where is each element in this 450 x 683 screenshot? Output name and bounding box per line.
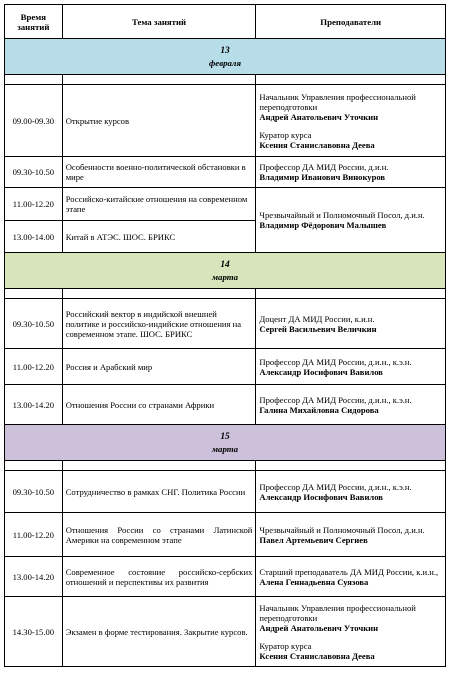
day-month: марта bbox=[212, 443, 238, 454]
table-row bbox=[5, 349, 446, 385]
curator-position: Куратор курса bbox=[259, 129, 312, 140]
teacher-name: Владимир Фёдорович Малышев bbox=[259, 220, 387, 230]
teacher-cell bbox=[256, 385, 446, 425]
teacher-name: Владимир Иванович Винокуров bbox=[259, 172, 386, 182]
teacher-name: Андрей Анатольевич Уточкин bbox=[259, 622, 379, 633]
day-date: 14 bbox=[220, 259, 230, 270]
teachers-column-header: Преподаватели bbox=[256, 5, 446, 39]
table-row bbox=[5, 188, 446, 221]
time-cell: 11.00-12.20 bbox=[5, 349, 63, 385]
teacher-position: Начальник Управления профессиональной переподготовки bbox=[259, 602, 416, 623]
time-cell: 09.30-10.50 bbox=[5, 157, 63, 188]
teacher-position: Чрезвычайный и Полномочный Посол, д.и.н. bbox=[259, 524, 425, 535]
time-cell: 09.30-10.50 bbox=[5, 471, 63, 513]
teacher-cell bbox=[256, 471, 446, 513]
teacher-name: Павел Артемьевич Сергиев bbox=[259, 534, 368, 545]
day-month: марта bbox=[212, 271, 238, 282]
table-row bbox=[5, 513, 446, 557]
spacer-row bbox=[5, 75, 446, 85]
teacher-cell bbox=[256, 188, 446, 253]
curator-position: Куратор курса bbox=[259, 640, 312, 651]
topic-cell: Экзамен в форме тестирования. Закрытие курсов. bbox=[62, 597, 256, 667]
teacher-cell bbox=[256, 349, 446, 385]
teacher-position: Профессор ДА МИД России, д.и.н., к.э.н. bbox=[259, 481, 412, 492]
topic-cell: Китай в АТЭС. ШОС. БРИКС bbox=[62, 221, 256, 253]
topic-cell: Российский вектор в индийской внешней политике и российско-индийские отношения на современном этапе. ШОС. БРИКС bbox=[62, 299, 256, 349]
teacher-position: Доцент ДА МИД России, к.и.н. bbox=[259, 313, 375, 324]
teacher-name: Сергей Васильевич Величкин bbox=[259, 323, 377, 334]
topic-cell: Современное состояние российско-сербских отношений и перспективы их развития bbox=[62, 557, 256, 597]
teacher-cell bbox=[256, 513, 446, 557]
day-month: февраля bbox=[209, 57, 241, 68]
teacher-name: Андрей Анатольевич Уточкин bbox=[259, 111, 379, 122]
day-header-13 bbox=[5, 39, 446, 75]
teacher-name: Александр Иосифович Вавилов bbox=[259, 491, 383, 502]
schedule-table bbox=[4, 4, 446, 667]
curator-name: Ксения Станиславовна Деева bbox=[259, 650, 375, 661]
time-cell: 11.00-12.20 bbox=[5, 188, 63, 221]
time-cell: 09.30-10.50 bbox=[5, 299, 63, 349]
topic-cell: Отношения России со странами Латинской Америки на современном этапе bbox=[62, 513, 256, 557]
teacher-position: Старший преподаватель ДА МИД России, к.и.н., bbox=[259, 566, 439, 577]
topic-column-header: Тема занятий bbox=[62, 5, 256, 39]
topic-cell: Отношения России со странами Африки bbox=[62, 385, 256, 425]
table-row bbox=[5, 557, 446, 597]
table-row bbox=[5, 157, 446, 188]
time-column-header: Время занятий bbox=[5, 5, 63, 39]
day-header-15 bbox=[5, 425, 446, 461]
table-row bbox=[5, 471, 446, 513]
time-cell: 11.00-12.20 bbox=[5, 513, 63, 557]
teacher-position: Профессор ДА МИД России, д.и.н., к.э.н. bbox=[259, 394, 412, 405]
teacher-cell bbox=[256, 299, 446, 349]
day-header-14 bbox=[5, 253, 446, 289]
teacher-position: Профессор ДА МИД России, д.и.н., к.э.н. bbox=[259, 356, 412, 367]
header-row bbox=[5, 5, 446, 39]
teacher-name: Галина Михайловна Сидорова bbox=[259, 404, 379, 415]
spacer-row bbox=[5, 461, 446, 471]
teacher-cell bbox=[256, 597, 446, 667]
teacher-position: Профессор ДА МИД России, д.и.н. bbox=[259, 162, 389, 172]
teacher-cell bbox=[256, 557, 446, 597]
table-row bbox=[5, 299, 446, 349]
topic-cell: Открытие курсов bbox=[62, 85, 256, 157]
topic-cell: Российско-китайские отношения на современном этапе bbox=[62, 188, 256, 221]
teacher-name: Алена Геннадьевна Суязова bbox=[259, 576, 369, 587]
spacer-row bbox=[5, 289, 446, 299]
topic-cell: Россия и Арабский мир bbox=[62, 349, 256, 385]
day-date: 13 bbox=[220, 45, 230, 56]
time-cell: 13.00-14.20 bbox=[5, 557, 63, 597]
topic-cell: Сотрудничество в рамках СНГ. Политика России bbox=[62, 471, 256, 513]
day-date: 15 bbox=[220, 431, 230, 442]
table-row bbox=[5, 385, 446, 425]
table-row bbox=[5, 597, 446, 667]
curator-name: Ксения Станиславовна Деева bbox=[259, 139, 375, 150]
teacher-position: Чрезвычайный и Полномочный Посол, д.и.н. bbox=[259, 210, 425, 220]
time-cell: 13.00-14.20 bbox=[5, 385, 63, 425]
teacher-cell bbox=[256, 157, 446, 188]
table-row bbox=[5, 85, 446, 157]
time-cell: 14.30-15.00 bbox=[5, 597, 63, 667]
time-cell: 09.00-09.30 bbox=[5, 85, 63, 157]
time-cell: 13.00-14.00 bbox=[5, 221, 63, 253]
teacher-position: Начальник Управления профессиональной переподготовки bbox=[259, 91, 416, 112]
teacher-name: Александр Иосифович Вавилов bbox=[259, 366, 383, 377]
teacher-cell bbox=[256, 85, 446, 157]
topic-cell: Особенности военно-политической обстановки в мире bbox=[62, 157, 256, 188]
